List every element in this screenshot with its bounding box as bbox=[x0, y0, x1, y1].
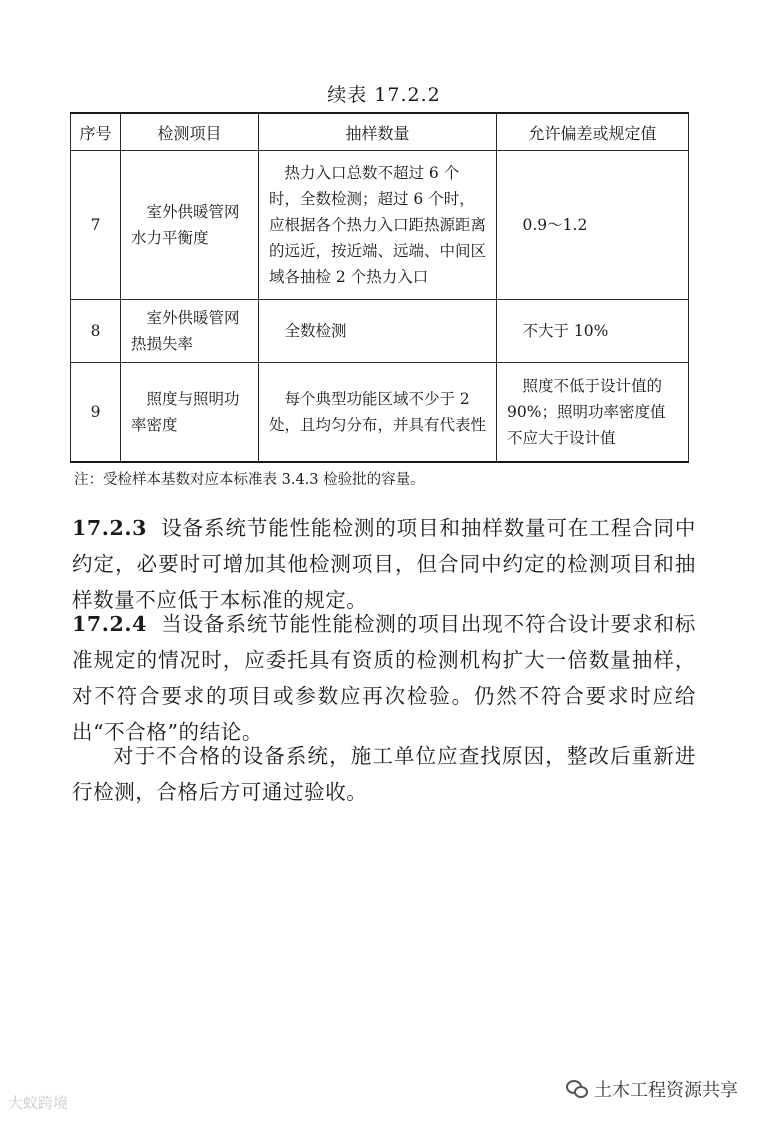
header-no: 序号 bbox=[71, 113, 121, 151]
table-note: 注：受检样本基数对应本标准表 3.4.3 检验批的容量。 bbox=[74, 472, 425, 488]
clause-17-2-3 bbox=[72, 510, 696, 618]
clause-text: 设备系统节能性能检测的项目和抽样数量可在工程合同中约定，必要时可增加其他检测项目，但合同中约定的检测项目和抽样数量不应低于本标准的规定。 bbox=[72, 516, 696, 612]
row-item: 室外供暖管网热损失率 bbox=[121, 300, 259, 363]
wechat-icon bbox=[566, 1080, 588, 1098]
table-header-row bbox=[71, 113, 689, 151]
clause-number: 17.2.4 bbox=[72, 612, 147, 636]
table-row bbox=[71, 300, 689, 363]
row-item: 照度与照明功率密度 bbox=[121, 363, 259, 463]
row-sampling: 每个典型功能区域不少于 2 处，且均匀分布，并具有代表性 bbox=[259, 363, 497, 463]
row-no: 8 bbox=[71, 300, 121, 363]
row-sampling: 热力入口总数不超过 6 个时，全数检测；超过 6 个时，应根据各个热力入口距热源距离的远近，按近端、远端、中间区域各抽检 2 个热力入口 bbox=[259, 151, 497, 300]
clause-17-2-4 bbox=[72, 606, 696, 750]
watermark-left: 大蚁跨境 bbox=[8, 1094, 69, 1112]
row-tolerance: 照度不低于设计值的 90%；照明功率密度值不应大于设计值 bbox=[497, 363, 689, 463]
row-item: 室外供暖管网水力平衡度 bbox=[121, 151, 259, 300]
table-title: 续表 17.2.2 bbox=[327, 84, 441, 106]
paragraph-followup: 对于不合格的设备系统，施工单位应查找原因，整改后重新进行检测，合格后方可通过验收。 bbox=[72, 744, 696, 804]
watermark-right bbox=[566, 1076, 738, 1102]
clause-number: 17.2.3 bbox=[72, 516, 147, 540]
row-sampling: 全数检测 bbox=[259, 300, 497, 363]
row-no: 7 bbox=[71, 151, 121, 300]
row-tolerance: 0.9～1.2 bbox=[497, 151, 689, 300]
watermark-right-text: 土木工程资源共享 bbox=[594, 1080, 738, 1101]
table-row bbox=[71, 363, 689, 463]
header-sampling: 抽样数量 bbox=[259, 113, 497, 151]
row-no: 9 bbox=[71, 363, 121, 463]
row-tolerance: 不大于 10% bbox=[497, 300, 689, 363]
inspection-table bbox=[70, 112, 689, 463]
clause-text: 当设备系统节能性能检测的项目出现不符合设计要求和标准规定的情况时，应委托具有资质的检测机构扩大一倍数量抽样，对不符合要求的项目或参数应再次检验。仍然不符合要求时应给出“不合格”的结论。 bbox=[72, 612, 696, 744]
header-item: 检测项目 bbox=[121, 113, 259, 151]
header-tolerance: 允许偏差或规定值 bbox=[497, 113, 689, 151]
table-row bbox=[71, 151, 689, 300]
